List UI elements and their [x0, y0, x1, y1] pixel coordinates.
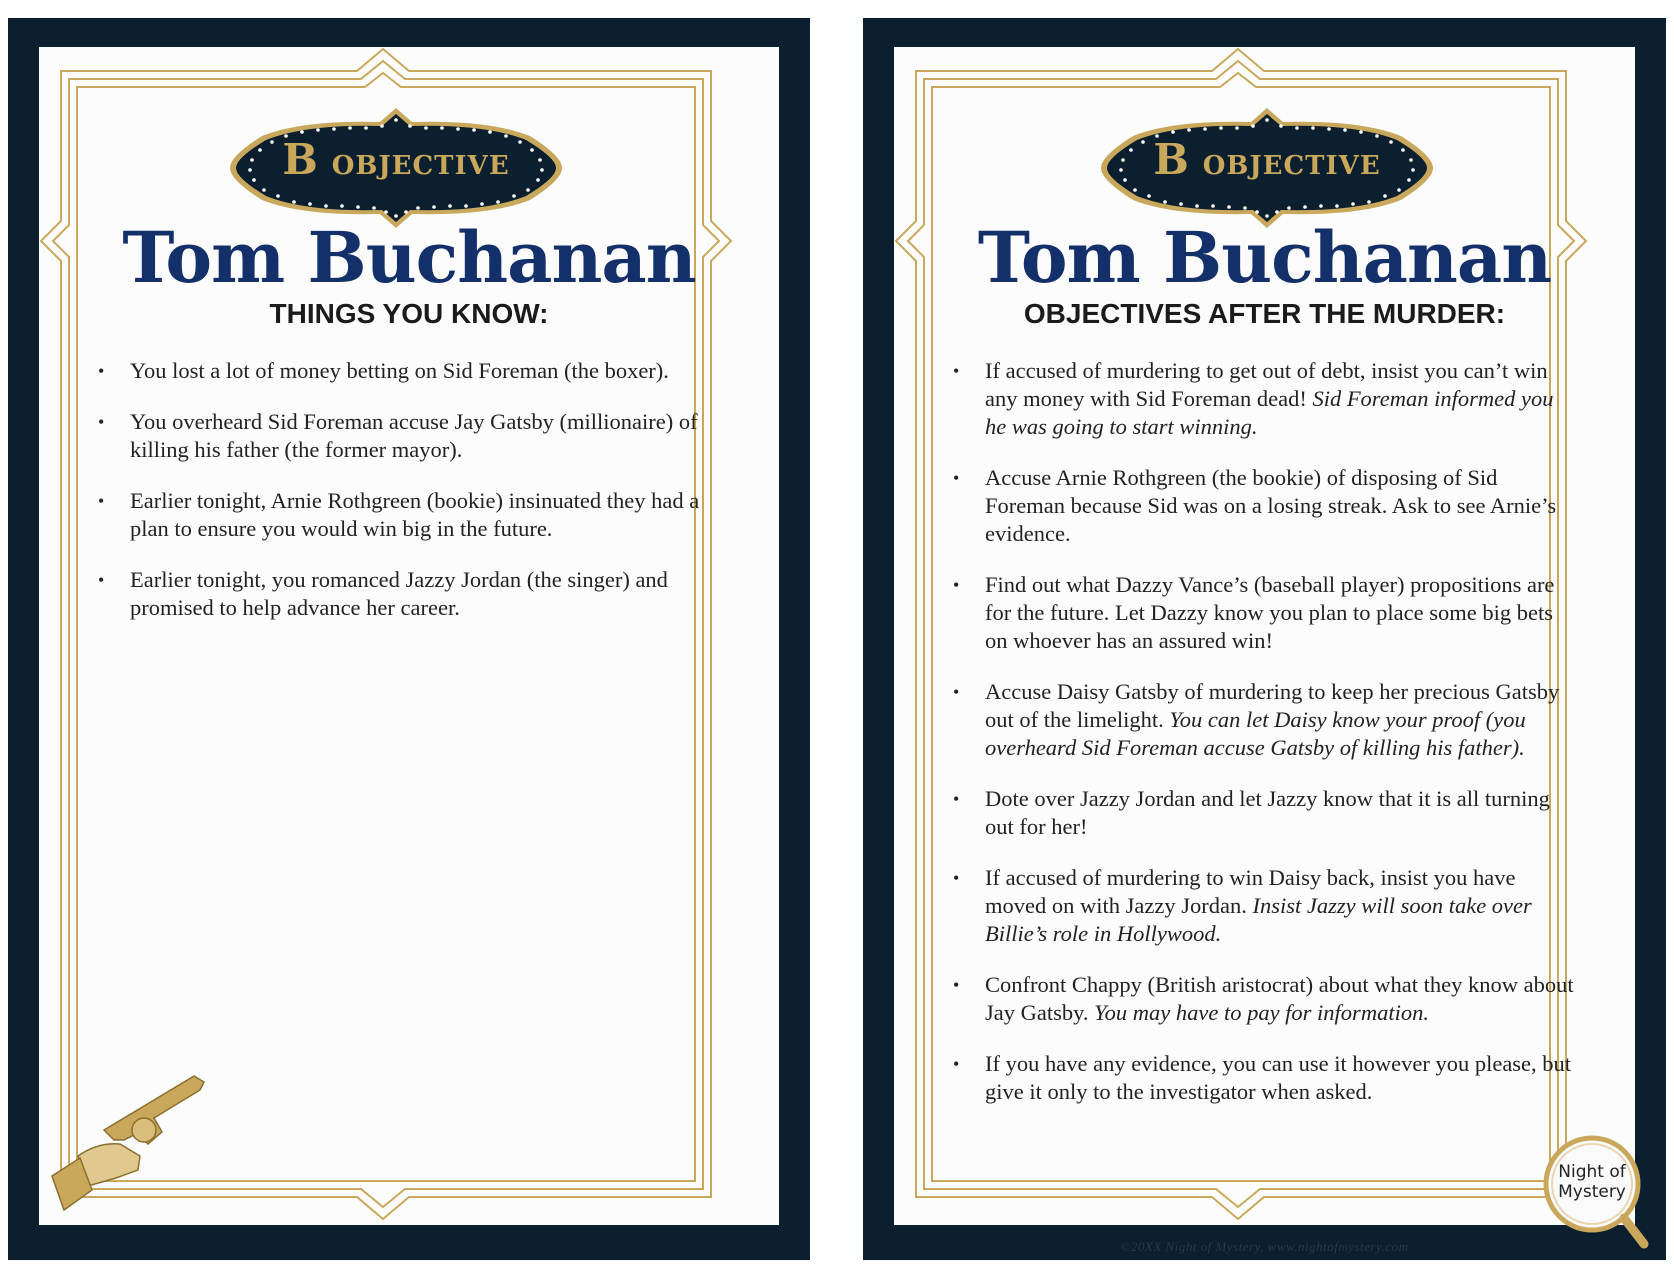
- logo-line-1: Night of: [1558, 1162, 1626, 1182]
- list-item: • You overheard Sid Foreman accuse Jay Gatsby (millionaire) of killing his father (the former mayor).: [98, 408, 738, 464]
- section-title: OBJECTIVES AFTER THE MURDER:: [1023, 298, 1506, 329]
- list-item: [953, 864, 1575, 948]
- logo-line-2: Mystery: [1558, 1182, 1626, 1202]
- things-you-know-list: [98, 357, 738, 645]
- list-item: [953, 785, 1575, 841]
- item-text: If you have any evidence, you can use it however you please, but give it only to the investigator when asked.: [985, 1051, 1572, 1104]
- item-text: If accused of murdering to get out of debt, insist you can’t win any money with Sid Foreman dead!: [985, 358, 1548, 411]
- objective-badge: B OBJECTIVE: [1153, 135, 1381, 184]
- night-of-mystery-logo: [1546, 1162, 1638, 1202]
- objectives-list: [953, 357, 1575, 1129]
- objective-badge: B OBJECTIVE: [282, 135, 510, 184]
- item-italic-text: You may have to pay for information.: [1094, 1000, 1429, 1025]
- item-text: Accuse Daisy Gatsby of murdering to keep her precious Gatsby out of the limelight.: [985, 679, 1560, 732]
- copyright-text: ©20XX Night of Mystery, www.nightofmystery.com: [1120, 1239, 1409, 1254]
- item-text: Find out what Dazzy Vance’s (baseball player) propositions are for the future. Let Dazzy know you plan to place some big bets on whoever has an assured win!: [985, 572, 1555, 653]
- list-item: • Earlier tonight, Arnie Rothgreen (bookie) insinuated they had a plan to ensure you would win big in the future.: [98, 487, 738, 543]
- item-text: Accuse Arnie Rothgreen (the bookie) of disposing of Sid Foreman because Sid was on a losing streak. Ask to see Arnie’s evidence.: [985, 465, 1557, 546]
- hand-pointing-revolver-icon: [44, 1060, 214, 1220]
- list-item: [953, 571, 1575, 655]
- list-item: • Earlier tonight, you romanced Jazzy Jordan (the singer) and promised to help advance her career.: [98, 566, 738, 622]
- list-item: [953, 357, 1575, 441]
- list-item: [953, 1050, 1575, 1106]
- character-name: Tom Buchanan: [122, 216, 696, 299]
- list-item: [953, 464, 1575, 548]
- list-item: [953, 678, 1575, 762]
- section-title: THINGS YOU KNOW:: [269, 298, 549, 329]
- item-italic-text: You can let Daisy know your proof (you overheard Sid Foreman accuse Gatsby of killing his father).: [985, 707, 1526, 760]
- character-name: Tom Buchanan: [977, 216, 1552, 299]
- item-italic-text: Sid Foreman informed you he was going to start winning.: [985, 386, 1554, 439]
- list-item: • You lost a lot of money betting on Sid Foreman (the boxer).: [98, 357, 738, 385]
- item-text: Confront Chappy (British aristocrat) about what they know about Jay Gatsby.: [985, 972, 1574, 1025]
- item-text: Dote over Jazzy Jordan and let Jazzy know that it is all turning out for her!: [985, 786, 1550, 839]
- list-item: [953, 971, 1575, 1027]
- item-text: If accused of murdering to win Daisy back, insist you have moved on with Jazzy Jordan.: [985, 865, 1516, 918]
- item-italic-text: Insist Jazzy will soon take over Billie’s role in Hollywood.: [985, 893, 1532, 946]
